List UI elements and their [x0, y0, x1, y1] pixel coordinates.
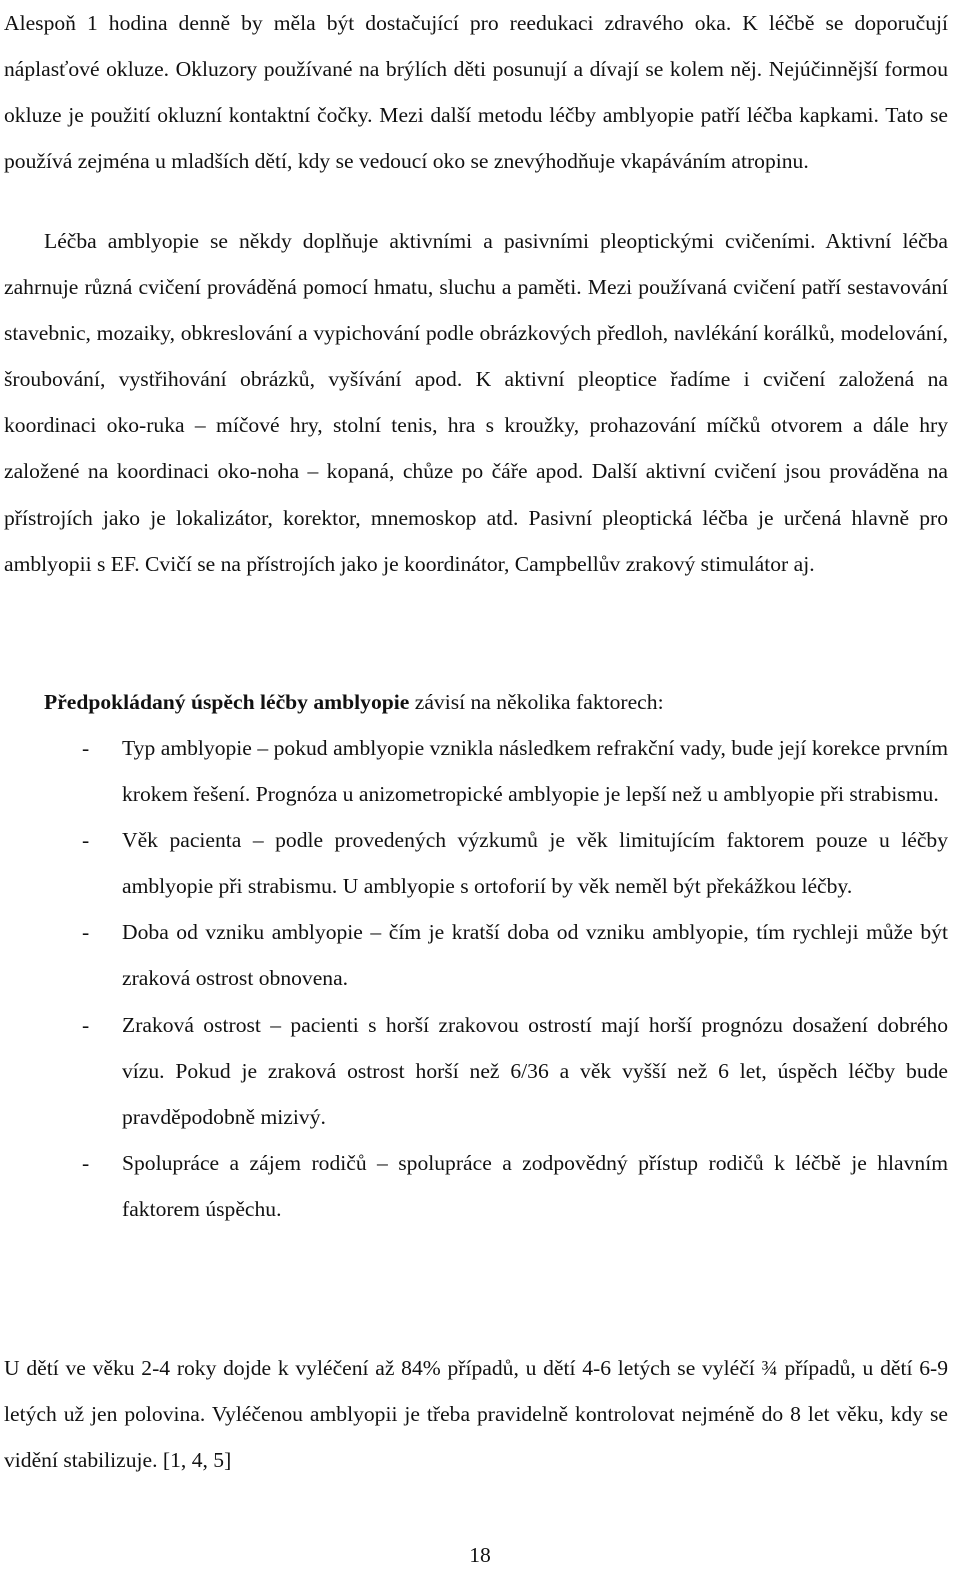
list-item-text: Zraková ostrost – pacienti s horší zrakovou ostrostí mají horší prognózu dosažení dobrého vízu. Pokud je zraková ostrost horší než 6/36 a věk vyšší než 6 let, úspěch léčby bude pravděpodobně mizivý.: [122, 1012, 948, 1129]
paragraph-text: U dětí ve věku 2-4 roky dojde k vyléčení až 84% případů, u dětí 4-6 letých se vyléčí ¾ případů, u dětí 6-9 letých už jen polovina. Vyléčenou amblyopii je třeba pravidelně kontrolovat nejméně do 8 let věku, kdy se vidění stabilizuje. [1, 4, 5]: [4, 1356, 948, 1473]
intro-rest-text: závisí na několika faktorech:: [409, 690, 664, 714]
paragraph-cure-rates: [4, 1345, 948, 1483]
success-factors-list: [4, 725, 948, 1232]
paragraph-pleoptic-exercises: [4, 218, 948, 587]
bold-heading-text: Předpokládaný úspěch léčby amblyopie: [44, 690, 410, 714]
paragraph-success-factors-intro: [4, 679, 948, 725]
list-item-text: Doba od vzniku amblyopie – čím je kratší doba od vzniku amblyopie, tím rychleji může být zraková ostrost obnovena.: [122, 920, 948, 991]
list-item: [4, 909, 948, 1001]
list-item-text: Věk pacienta – podle provedených výzkumů je věk limitujícím faktorem pouze u léčby amblyopie při strabismu. U amblyopie s ortoforií by věk neměl být překážkou léčby.: [122, 828, 948, 899]
list-dash: -: [82, 1012, 90, 1037]
list-item-text: Spolupráce a zájem rodičů – spolupráce a zodpovědný přístup rodičů k léčbě je hlavním faktorem úspěchu.: [122, 1150, 948, 1221]
paragraph-text: Alespoň 1 hodina denně by měla být dostačující pro reedukaci zdravého oka. K léčbě se doporučují náplasťové okluze. Okluzory používané na brýlích děti posunují a dívají se kolem něj. Nejúčinnější formou okluze je použití okluzní kontaktní čočky. Mezi další metodu léčby amblyopie patří léčba kapkami. Tato se používá zejména u mladších dětí, kdy se vedoucí oko se znevýhodňuje vkapáváním atropinu.: [4, 11, 948, 174]
list-dash: -: [82, 1150, 90, 1175]
paragraph-occlusion-therapy: [4, 0, 948, 184]
list-dash: -: [82, 736, 90, 760]
list-item: [4, 725, 948, 817]
list-item: [4, 817, 948, 909]
list-item: [4, 1002, 948, 1140]
list-item: [4, 1140, 948, 1232]
page-number: 18: [469, 1543, 491, 1567]
list-dash: -: [82, 828, 90, 853]
paragraph-text: [4, 679, 948, 725]
list-item-text: Typ amblyopie – pokud amblyopie vznikla následkem refrakční vady, bude její korekce prvním krokem řešení. Prognóza u anizometropické amblyopie je lepší než u amblyopie při strabismu.: [122, 736, 948, 807]
paragraph-text: Léčba amblyopie se někdy doplňuje aktivními a pasivními pleoptickými cvičeními. Aktivní léčba zahrnuje různá cvičení prováděná pomocí hmatu, sluchu a paměti. Mezi používaná cvičení patří sestavování stavebnic, mozaiky, obkreslování a vypichování podle obrázkových předloh, navlékání korálků, modelování, šroubování, vystřihování obrázků, vyšívání apod. K aktivní pleoptice řadíme i cvičení založená na koordinaci oko-ruka – míčové hry, stolní tenis, hra s kroužky, prohazování míčků otvorem a dále hry založené na koordinaci oko-noha – kopaná, chůze po čáře apod. Další aktivní cvičení jsou prováděna na přístrojích jako je lokalizátor, korektor, mnemoskop atd. Pasivní pleoptická léčba je určená hlavně pro amblyopii s EF. Cvičí se na přístrojích jako je koordinátor, Campbellův zrakový stimulátor aj.: [4, 229, 948, 576]
list-dash: -: [82, 920, 90, 945]
